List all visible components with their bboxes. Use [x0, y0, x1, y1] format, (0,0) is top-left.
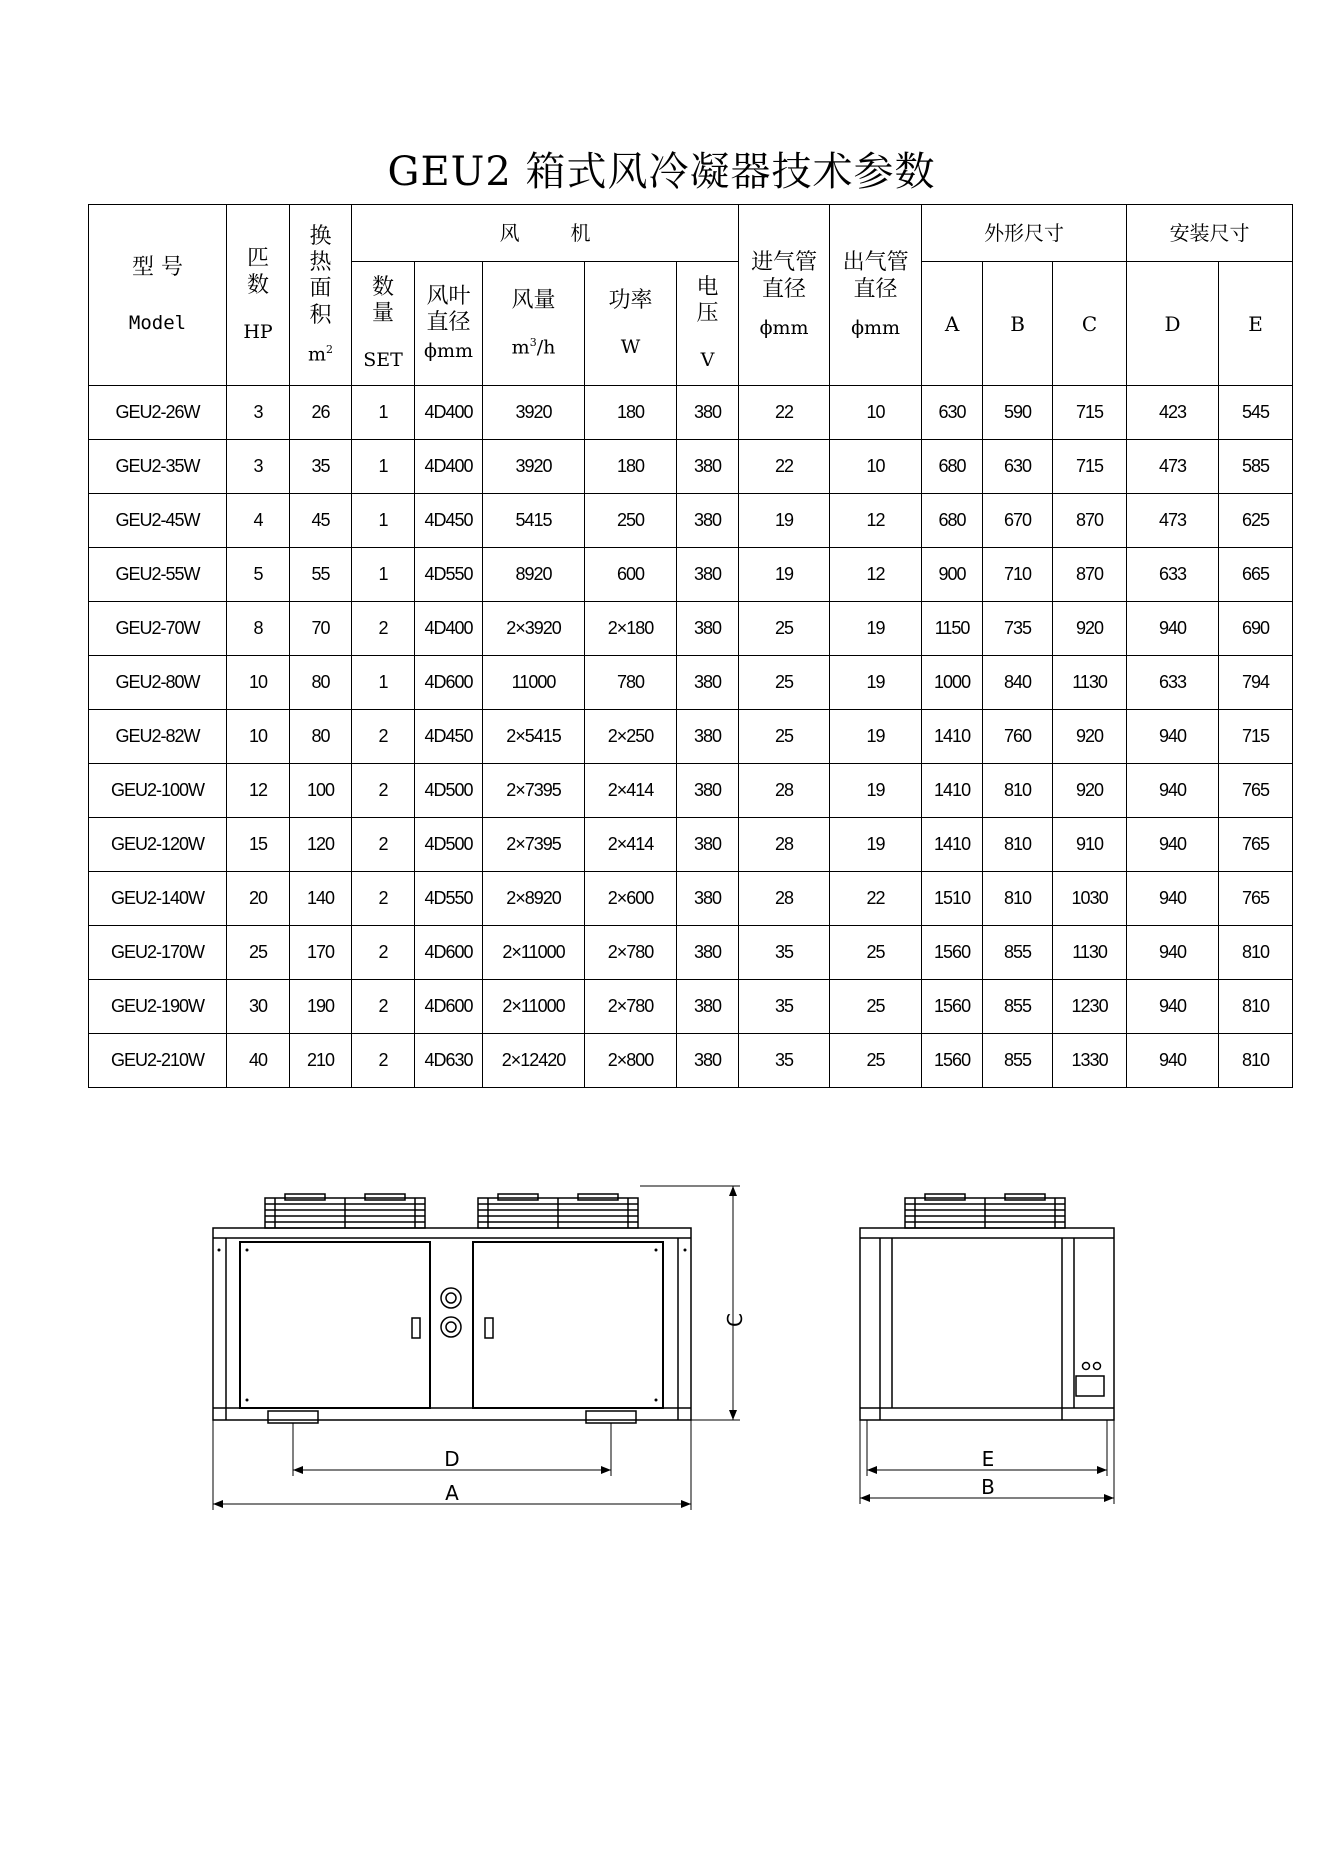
- cell-power: 2×414: [585, 764, 677, 818]
- cell-area: 80: [290, 656, 352, 710]
- cell-area: 100: [290, 764, 352, 818]
- cell-qty: 1: [352, 548, 415, 602]
- header-outlet: 出气管直径 ϕmm: [830, 205, 922, 386]
- cell-outlet: 10: [830, 440, 922, 494]
- dim-label-b: B: [981, 1475, 995, 1499]
- cell-inlet: 35: [739, 980, 830, 1034]
- cell-e: 765: [1219, 764, 1293, 818]
- cell-outlet: 25: [830, 926, 922, 980]
- cell-d: 423: [1127, 386, 1219, 440]
- cell-power: 600: [585, 548, 677, 602]
- cell-qty: 2: [352, 602, 415, 656]
- cell-hp: 10: [227, 710, 290, 764]
- cell-outlet: 19: [830, 818, 922, 872]
- cell-b: 630: [983, 440, 1053, 494]
- dim-label-e: E: [981, 1447, 995, 1471]
- cell-model: GEU2-120W: [89, 818, 227, 872]
- cell-model: GEU2-35W: [89, 440, 227, 494]
- table-row: [89, 980, 1293, 1034]
- cell-e: 810: [1219, 980, 1293, 1034]
- cell-outlet: 12: [830, 494, 922, 548]
- cell-c: 1330: [1053, 1034, 1127, 1088]
- cell-blade: 4D400: [415, 602, 483, 656]
- cell-d: 940: [1127, 710, 1219, 764]
- cell-voltage: 380: [677, 656, 739, 710]
- cell-inlet: 19: [739, 548, 830, 602]
- cell-inlet: 22: [739, 386, 830, 440]
- table-row: [89, 440, 1293, 494]
- cell-voltage: 380: [677, 926, 739, 980]
- fan-housing-right: [478, 1194, 638, 1228]
- cell-c: 920: [1053, 602, 1127, 656]
- cell-model: GEU2-70W: [89, 602, 227, 656]
- cell-e: 794: [1219, 656, 1293, 710]
- cell-airflow: 2×7395: [483, 764, 585, 818]
- cell-inlet: 35: [739, 926, 830, 980]
- cell-blade: 4D400: [415, 386, 483, 440]
- cell-b: 590: [983, 386, 1053, 440]
- cell-a: 1560: [922, 1034, 983, 1088]
- cell-outlet: 19: [830, 656, 922, 710]
- cell-model: GEU2-82W: [89, 710, 227, 764]
- cell-e: 810: [1219, 1034, 1293, 1088]
- header-airflow: 风量 $m^3/h$: [483, 262, 585, 386]
- cell-area: 210: [290, 1034, 352, 1088]
- cell-a: 1410: [922, 818, 983, 872]
- cell-power: 180: [585, 386, 677, 440]
- cell-outlet: 12: [830, 548, 922, 602]
- cell-blade: 4D600: [415, 980, 483, 1034]
- cell-c: 1130: [1053, 656, 1127, 710]
- header-col-e: E: [1219, 262, 1293, 386]
- cell-hp: 3: [227, 440, 290, 494]
- cell-qty: 2: [352, 710, 415, 764]
- cell-blade: 4D630: [415, 1034, 483, 1088]
- cell-outlet: 25: [830, 980, 922, 1034]
- cell-voltage: 380: [677, 548, 739, 602]
- cell-blade: 4D500: [415, 764, 483, 818]
- cell-voltage: 380: [677, 872, 739, 926]
- cell-d: 473: [1127, 494, 1219, 548]
- cell-d: 633: [1127, 656, 1219, 710]
- cell-power: 2×250: [585, 710, 677, 764]
- cell-model: GEU2-80W: [89, 656, 227, 710]
- cell-model: GEU2-100W: [89, 764, 227, 818]
- cell-hp: 30: [227, 980, 290, 1034]
- header-power: 功率 W: [585, 262, 677, 386]
- table-row: [89, 872, 1293, 926]
- cell-e: 810: [1219, 926, 1293, 980]
- cell-c: 910: [1053, 818, 1127, 872]
- header-install-group: 安装尺寸: [1127, 205, 1293, 262]
- cell-outlet: 19: [830, 602, 922, 656]
- cell-model: GEU2-190W: [89, 980, 227, 1034]
- cell-c: 920: [1053, 764, 1127, 818]
- cell-qty: 1: [352, 656, 415, 710]
- cell-b: 810: [983, 818, 1053, 872]
- cell-hp: 40: [227, 1034, 290, 1088]
- table-row: [89, 926, 1293, 980]
- cell-b: 735: [983, 602, 1053, 656]
- fan-housing-left: [265, 1194, 425, 1228]
- cell-power: 180: [585, 440, 677, 494]
- cell-hp: 15: [227, 818, 290, 872]
- cell-airflow: 11000: [483, 656, 585, 710]
- cell-power: 780: [585, 656, 677, 710]
- header-voltage: 电压 V: [677, 262, 739, 386]
- cell-d: 940: [1127, 602, 1219, 656]
- cell-a: 630: [922, 386, 983, 440]
- dim-label-c: C: [723, 1313, 747, 1327]
- table-row: [89, 818, 1293, 872]
- cell-hp: 5: [227, 548, 290, 602]
- cell-hp: 3: [227, 386, 290, 440]
- cell-area: 80: [290, 710, 352, 764]
- cell-a: 680: [922, 494, 983, 548]
- header-col-b: B: [983, 262, 1053, 386]
- cell-area: 26: [290, 386, 352, 440]
- cell-a: 1410: [922, 764, 983, 818]
- cell-a: 900: [922, 548, 983, 602]
- cell-inlet: 28: [739, 872, 830, 926]
- cell-voltage: 380: [677, 494, 739, 548]
- cell-b: 810: [983, 764, 1053, 818]
- spec-table: [88, 204, 1293, 1088]
- cell-hp: 20: [227, 872, 290, 926]
- cell-model: GEU2-170W: [89, 926, 227, 980]
- header-blade: 风叶直径 ϕmm: [415, 262, 483, 386]
- cell-power: 2×414: [585, 818, 677, 872]
- cell-outlet: 10: [830, 386, 922, 440]
- cell-airflow: 2×11000: [483, 980, 585, 1034]
- cell-outlet: 22: [830, 872, 922, 926]
- cell-d: 633: [1127, 548, 1219, 602]
- header-inlet: 进气管直径 ϕmm: [739, 205, 830, 386]
- cell-qty: 2: [352, 818, 415, 872]
- table-row: [89, 548, 1293, 602]
- table-row: [89, 602, 1293, 656]
- table-row: [89, 494, 1293, 548]
- header-col-d: D: [1127, 262, 1219, 386]
- cell-blade: 4D400: [415, 440, 483, 494]
- cell-airflow: 2×7395: [483, 818, 585, 872]
- cell-a: 1560: [922, 926, 983, 980]
- cell-e: 585: [1219, 440, 1293, 494]
- cell-outlet: 19: [830, 710, 922, 764]
- cell-inlet: 25: [739, 602, 830, 656]
- cell-b: 710: [983, 548, 1053, 602]
- cell-d: 940: [1127, 872, 1219, 926]
- cell-power: 250: [585, 494, 677, 548]
- cell-area: 120: [290, 818, 352, 872]
- cell-hp: 10: [227, 656, 290, 710]
- cell-qty: 2: [352, 1034, 415, 1088]
- cell-voltage: 380: [677, 1034, 739, 1088]
- cell-hp: 4: [227, 494, 290, 548]
- cell-e: 665: [1219, 548, 1293, 602]
- header-fan-group: 风 机: [352, 205, 739, 262]
- cell-power: 2×780: [585, 926, 677, 980]
- cell-d: 940: [1127, 818, 1219, 872]
- cell-voltage: 380: [677, 764, 739, 818]
- cell-area: 45: [290, 494, 352, 548]
- cell-model: GEU2-140W: [89, 872, 227, 926]
- cell-airflow: 2×8920: [483, 872, 585, 926]
- cell-blade: 4D600: [415, 656, 483, 710]
- fan-housing-side: [905, 1194, 1065, 1228]
- cell-airflow: 5415: [483, 494, 585, 548]
- dim-label-d: D: [444, 1447, 460, 1471]
- table-row: [89, 386, 1293, 440]
- cell-airflow: 2×3920: [483, 602, 585, 656]
- dimension-drawing: [0, 1180, 1323, 1650]
- cell-airflow: 3920: [483, 386, 585, 440]
- cell-model: GEU2-45W: [89, 494, 227, 548]
- cell-blade: 4D450: [415, 494, 483, 548]
- cell-c: 870: [1053, 548, 1127, 602]
- cell-model: GEU2-210W: [89, 1034, 227, 1088]
- cell-outlet: 19: [830, 764, 922, 818]
- cell-area: 190: [290, 980, 352, 1034]
- cell-hp: 25: [227, 926, 290, 980]
- cell-a: 1560: [922, 980, 983, 1034]
- header-col-c: C: [1053, 262, 1127, 386]
- cell-inlet: 22: [739, 440, 830, 494]
- cell-power: 2×600: [585, 872, 677, 926]
- cell-qty: 1: [352, 386, 415, 440]
- table-row: [89, 764, 1293, 818]
- cell-e: 690: [1219, 602, 1293, 656]
- cell-e: 545: [1219, 386, 1293, 440]
- cell-voltage: 380: [677, 980, 739, 1034]
- cell-model: GEU2-26W: [89, 386, 227, 440]
- cell-qty: 1: [352, 494, 415, 548]
- cell-blade: 4D550: [415, 872, 483, 926]
- cell-inlet: 28: [739, 764, 830, 818]
- cell-voltage: 380: [677, 710, 739, 764]
- cell-qty: 2: [352, 926, 415, 980]
- table-row: [89, 1034, 1293, 1088]
- cell-airflow: 2×12420: [483, 1034, 585, 1088]
- cell-a: 1000: [922, 656, 983, 710]
- cell-power: 2×780: [585, 980, 677, 1034]
- cell-c: 920: [1053, 710, 1127, 764]
- cell-d: 940: [1127, 926, 1219, 980]
- header-outline-group: 外形尺寸: [922, 205, 1127, 262]
- cell-area: 35: [290, 440, 352, 494]
- cell-e: 765: [1219, 872, 1293, 926]
- header-model: 型 号 Model: [89, 205, 227, 386]
- cell-qty: 2: [352, 764, 415, 818]
- cell-e: 715: [1219, 710, 1293, 764]
- cell-b: 855: [983, 926, 1053, 980]
- cell-inlet: 25: [739, 710, 830, 764]
- cell-a: 680: [922, 440, 983, 494]
- cell-voltage: 380: [677, 818, 739, 872]
- cell-airflow: 2×5415: [483, 710, 585, 764]
- cell-area: 140: [290, 872, 352, 926]
- cell-a: 1510: [922, 872, 983, 926]
- cell-d: 940: [1127, 764, 1219, 818]
- cell-area: 55: [290, 548, 352, 602]
- cell-b: 855: [983, 1034, 1053, 1088]
- cell-hp: 8: [227, 602, 290, 656]
- cell-c: 1230: [1053, 980, 1127, 1034]
- cell-outlet: 25: [830, 1034, 922, 1088]
- cell-b: 855: [983, 980, 1053, 1034]
- cell-airflow: 2×11000: [483, 926, 585, 980]
- dim-label-a: A: [445, 1481, 459, 1505]
- cell-b: 670: [983, 494, 1053, 548]
- cell-d: 940: [1127, 1034, 1219, 1088]
- cell-qty: 2: [352, 872, 415, 926]
- cell-a: 1410: [922, 710, 983, 764]
- cell-blade: 4D450: [415, 710, 483, 764]
- cell-c: 870: [1053, 494, 1127, 548]
- cell-power: 2×800: [585, 1034, 677, 1088]
- cell-voltage: 380: [677, 386, 739, 440]
- cell-c: 715: [1053, 440, 1127, 494]
- cell-qty: 1: [352, 440, 415, 494]
- table-row: [89, 710, 1293, 764]
- cell-c: 715: [1053, 386, 1127, 440]
- cell-b: 810: [983, 872, 1053, 926]
- cell-d: 473: [1127, 440, 1219, 494]
- table-row: [89, 656, 1293, 710]
- cell-qty: 2: [352, 980, 415, 1034]
- cell-inlet: 28: [739, 818, 830, 872]
- cell-c: 1130: [1053, 926, 1127, 980]
- header-hp: 匹数 HP: [227, 205, 290, 386]
- cell-area: 70: [290, 602, 352, 656]
- cell-power: 2×180: [585, 602, 677, 656]
- cell-voltage: 380: [677, 440, 739, 494]
- cell-inlet: 25: [739, 656, 830, 710]
- cell-airflow: 8920: [483, 548, 585, 602]
- header-qty: 数量 SET: [352, 262, 415, 386]
- cell-blade: 4D600: [415, 926, 483, 980]
- page-title: GEU2 箱式风冷凝器技术参数: [387, 149, 936, 195]
- cell-model: GEU2-55W: [89, 548, 227, 602]
- header-col-a: A: [922, 262, 983, 386]
- cell-d: 940: [1127, 980, 1219, 1034]
- cell-e: 765: [1219, 818, 1293, 872]
- cell-blade: 4D550: [415, 548, 483, 602]
- cell-c: 1030: [1053, 872, 1127, 926]
- cell-hp: 12: [227, 764, 290, 818]
- cell-a: 1150: [922, 602, 983, 656]
- cell-blade: 4D500: [415, 818, 483, 872]
- cell-inlet: 35: [739, 1034, 830, 1088]
- cell-airflow: 3920: [483, 440, 585, 494]
- cell-voltage: 380: [677, 602, 739, 656]
- cell-inlet: 19: [739, 494, 830, 548]
- cell-area: 170: [290, 926, 352, 980]
- front-view: [213, 1186, 740, 1510]
- cell-b: 760: [983, 710, 1053, 764]
- cell-b: 840: [983, 656, 1053, 710]
- cell-e: 625: [1219, 494, 1293, 548]
- header-area: 换热面积 $m^2$: [290, 205, 352, 386]
